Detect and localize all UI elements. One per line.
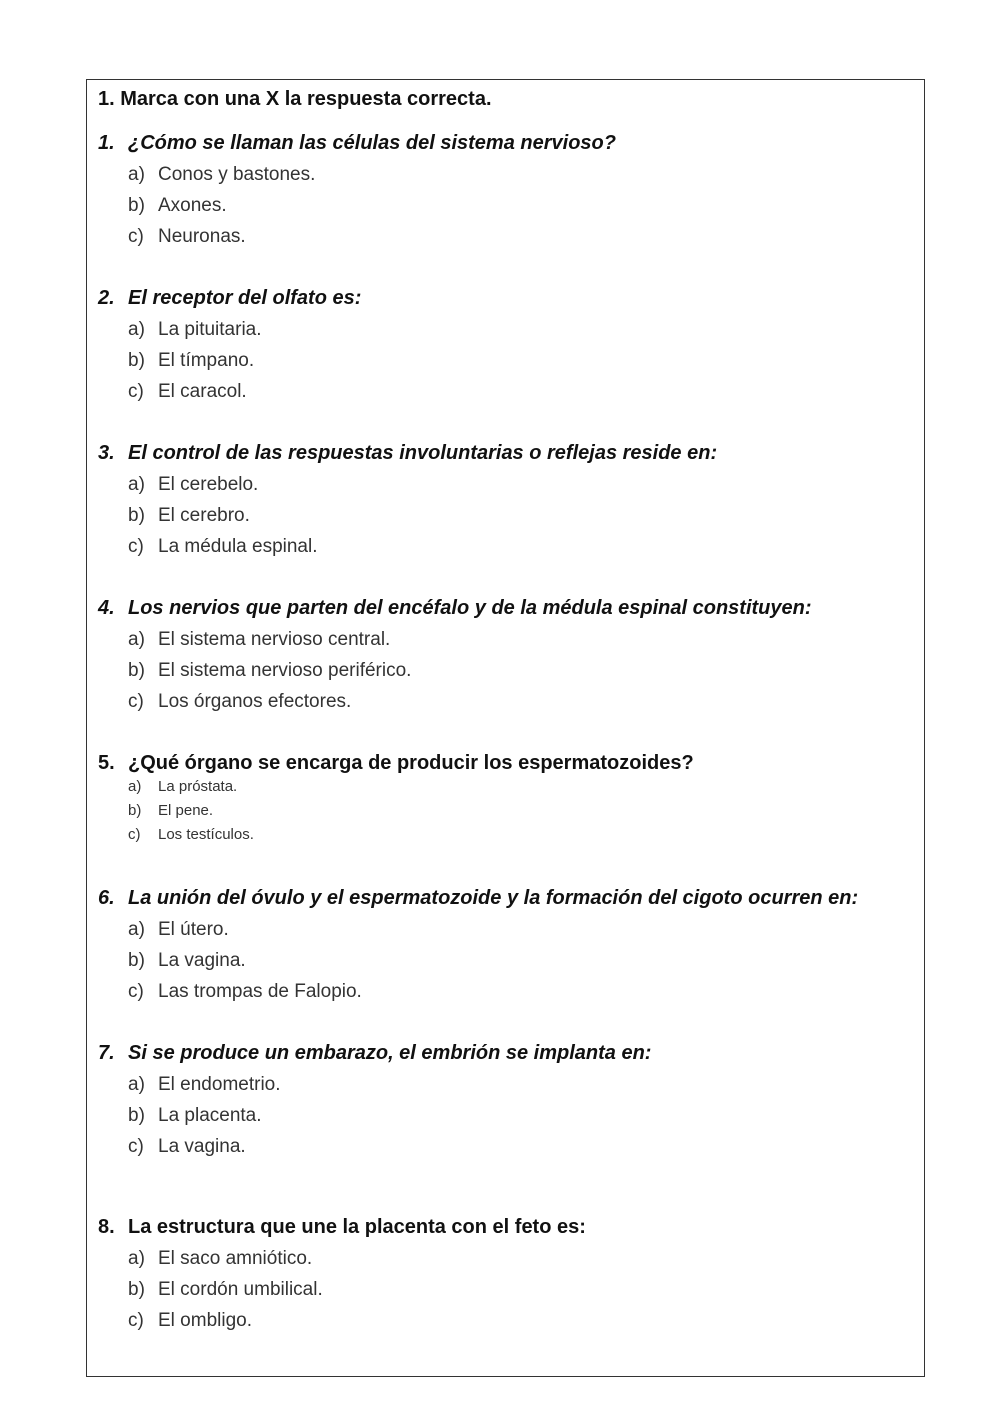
- question-title: 4. Los nervios que parten del encéfalo y de la médula espinal constituyen:: [98, 597, 812, 619]
- option-b[interactable]: b) El cerebro.: [128, 505, 250, 526]
- option-b[interactable]: b) La vagina.: [128, 950, 246, 971]
- option-a[interactable]: a) El endometrio.: [128, 1074, 281, 1095]
- option-a[interactable]: a) Conos y bastones.: [128, 164, 316, 185]
- option-b[interactable]: b) El sistema nervioso periférico.: [128, 660, 412, 681]
- option-a[interactable]: a) La pituitaria.: [128, 319, 262, 340]
- question-8: [98, 1212, 586, 1336]
- worksheet-frame: [86, 79, 925, 1377]
- question-title: 5. ¿Qué órgano se encarga de producir los espermatozoides?: [98, 752, 694, 774]
- option-c[interactable]: c) El ombligo.: [128, 1310, 252, 1331]
- option-c[interactable]: c) El caracol.: [128, 381, 247, 402]
- question-7: [98, 1038, 651, 1162]
- option-c[interactable]: c) La médula espinal.: [128, 536, 318, 557]
- option-c[interactable]: c) Neuronas.: [128, 226, 246, 247]
- option-b[interactable]: b) El cordón umbilical.: [128, 1279, 323, 1300]
- question-title: 1. ¿Cómo se llaman las células del sistema nervioso?: [98, 132, 616, 154]
- option-c[interactable]: c) Los testículos.: [128, 826, 254, 843]
- option-b[interactable]: b) Axones.: [128, 195, 227, 216]
- option-a[interactable]: a) El cerebelo.: [128, 474, 259, 495]
- option-a[interactable]: a) El útero.: [128, 919, 229, 940]
- question-title: 7. Si se produce un embarazo, el embrión se implanta en:: [98, 1042, 652, 1064]
- question-5: [98, 748, 694, 847]
- option-b[interactable]: b) La placenta.: [128, 1105, 262, 1126]
- option-a[interactable]: a) La próstata.: [128, 778, 238, 795]
- question-6: [98, 883, 858, 1007]
- question-4: [98, 593, 812, 717]
- option-b[interactable]: b) El pene.: [128, 802, 214, 819]
- option-a[interactable]: a) El saco amniótico.: [128, 1248, 313, 1269]
- question-1: [98, 128, 616, 252]
- option-b[interactable]: b) El tímpano.: [128, 350, 255, 371]
- option-c[interactable]: c) La vagina.: [128, 1136, 246, 1157]
- option-a[interactable]: a) El sistema nervioso central.: [128, 629, 391, 650]
- instruction-heading: 1. Marca con una X la respuesta correcta.: [98, 88, 492, 110]
- question-title: 8. La estructura que une la placenta con el feto es:: [98, 1216, 586, 1238]
- question-title: 6. La unión del óvulo y el espermatozoide y la formación del cigoto ocurren en:: [98, 887, 859, 909]
- question-2: [98, 283, 361, 407]
- question-3: [98, 438, 717, 562]
- option-c[interactable]: c) Los órganos efectores.: [128, 691, 352, 712]
- question-title: 2. El receptor del olfato es:: [98, 287, 362, 309]
- option-c[interactable]: c) Las trompas de Falopio.: [128, 981, 362, 1002]
- question-title: 3. El control de las respuestas involuntarias o reflejas reside en:: [98, 442, 718, 464]
